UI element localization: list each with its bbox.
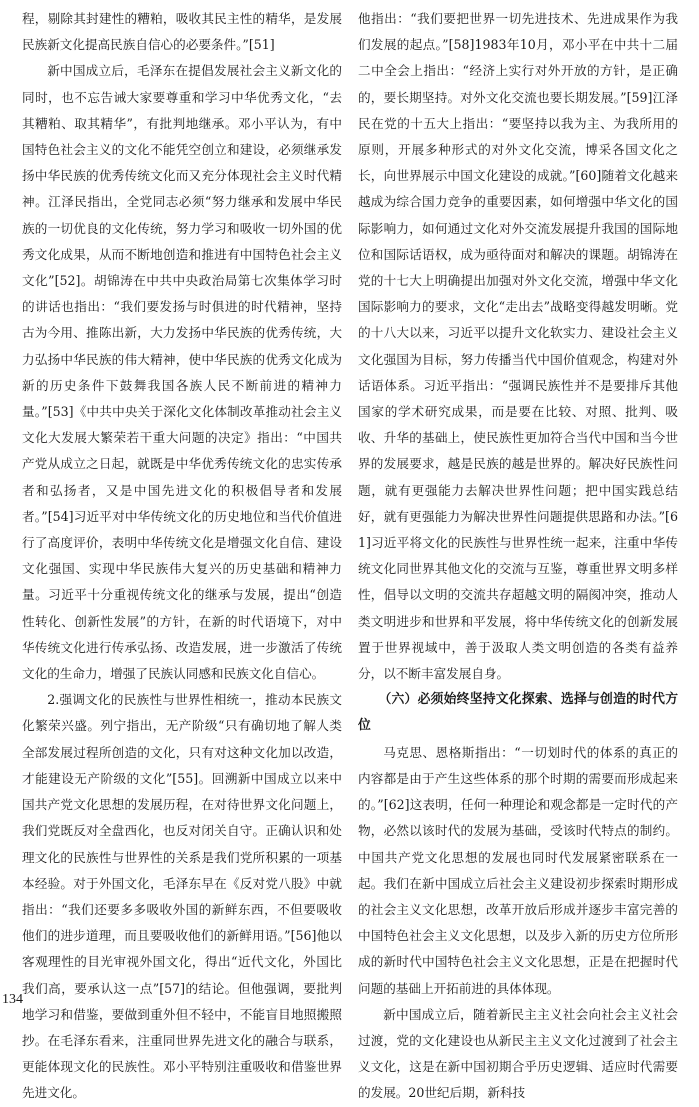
paragraph: 马克思、恩格斯指出：“一切划时代的体系的真正的内容都是由于产生这些体系的那个时期的需要而形成起来的。”[62]这表明，任何一种理论和观念都是一定时代的产物，必然以该时代的发展为基础，受该时代特点的制约。中国共产党文化思想的发展也同时代发展紧密联系在一起。我们在新中国成立后社会主义建设初步探索时期形成的社会主义文化思想，改革开放后形成并逐步丰富完善的中国特色社会主义文化思想，以及步入新的历史方位所形成的新时代中国特色社会主义文化思想，正是在把握时代问题的基础上开拓前进的具体体现。 [358,744,678,996]
paragraph: 程，剔除其封建性的糟粕，吸收其民主性的精华，是发展民族新文化提高民族自信心的必要条件。”[51] [22,11,342,53]
page-number: 134 [2,992,23,1007]
paragraph: 他指出：“我们要把世界一切先进技术、先进成果作为我们发展的起点。”[58]1983年10月，邓小平在中共十二届二中全会上指出：“经济上实行对外开放的方针，是正确的，要长期坚持。对外文化交流也要长期发展。”[59]江泽民在党的十五大上指出：“要坚持以我为主、为我所用的原则，开展多种形式的对外文化交流，博采各国文化之长，向世界展示中国文化建设的成就。”[60]随着文化越来越成为综合国力竞争的重要因素，如何增强中华文化的国际影响力，如何通过文化对外交流发展提升我国的国际地位和国际话语权，成为亟待面对和解决的课题。胡锦涛在党的十七大上明确提出加强对外文化交流，增强中华文化国际影响力的要求，文化“走出去”战略变得越发明晰。党的十八大以来，习近平以提升文化软实力、建设社会主义文化强国为目标，努力传播当代中国价值观念，构建对外话语体系。习近平指出：“强调民族性并不是要排斥其他国家的学术研究成果，而是要在比较、对照、批判、吸收、升华的基础上，使民族性更加符合当代中国和当今世界的发展要求，越是民族的越是世界的。解决好民族性问题，就有更强能力去解决世界性问题；把中国实践总结好，就有更强能力为解决世界性问题提供思路和办法。”[61]习近平将文化的民族性与世界性统一起来，注重中华传统文化同世界其他文化的交流与互鉴，尊重世界文明多样性，倡导以文明的交流共存超越文明的隔阂冲突，推动人类文明进步和世界和平发展，将中华传统文化的创新发展置于世界视域中，善于汲取人类文明创造的各类有益养分，以不断丰富发展自身。 [358,11,678,682]
paragraph: 新中国成立后，随着新民主主义社会向社会主义社会过渡，党的文化建设也从新民主主义文化过渡到了社会主义文化，这是在新中国初期合乎历史逻辑、适应时代需要的发展。20世纪后期，新科技 [358,1006,678,1101]
paragraph: 新中国成立后，毛泽东在提倡发展社会主义新文化的同时，也不忘告诫大家要尊重和学习中华优秀文化，“去其糟粕、取其精华”，有批判地继承。邓小平认为，有中国特色社会主义的文化不能凭空创立和建设，必须继承发扬中华民族的优秀传统文化而又充分体现社会主义时代精神。江泽民指出，全党同志必须“努力继承和发展中华民族的一切优良的文化传统，努力学习和吸收一切外国的优秀文化成果，从而不断地创造和推进有中国特色社会主义文化”[52]。胡锦涛在中共中央政治局第七次集体学习时的讲话也指出：“我们要发扬与时俱进的时代精神，坚持古为今用、推陈出新，大力发扬中华民族的优秀传统，大力弘扬中华民族的伟大精神，使中华民族的优秀文化成为新的历史条件下鼓舞我国各族人民不断前进的精神力量。”[53]《中共中央关于深化文化体制改革推动社会主义文化大发展大繁荣若干重大问题的决定》指出：“中国共产党从成立之日起，就既是中华优秀传统文化的忠实传承者和弘扬者，又是中国先进文化的积极倡导者和发展者。”[54]习近平对中华传统文化的历史地位和当代价值进行了高度评价，表明中华传统文化是增强文化自信、建设文化强国、实现中华民族伟大复兴的历史基础和精神力量。习近平十分重视传统文化的继承与发展，提出“创造性转化、创新性发展”的方针，在新的时代语境下，对中华传统文化进行传承弘扬、改造发展，进一步激活了传统文化的生命力，增强了民族认同感和民族文化自信心。 [22,63,342,682]
right-column [358,6,678,1107]
section-heading: （六）必须始终坚持文化探索、选择与创造的时代方位 [358,692,678,734]
paragraph: 2.强调文化的民族性与世界性相统一，推动本民族文化繁荣兴盛。列宁指出，无产阶级“只有确切地了解人类全部发展过程所创造的文化，只有对这种文化加以改造，才能建设无产阶级的文化”[55]。回溯新中国成立以来中国共产党文化思想的发展历程，在对待世界文化问题上，我们党既反对全盘西化，也反对闭关自守。正确认识和处理文化的民族性与世界性的关系是我们党所积累的一项基本经验。对于外国文化，毛泽东早在《反对党八股》中就指出：“我们还要多多吸收外国的新鲜东西，不但要吸收他们的进步道理，而且要吸收他们的新鲜用语。”[56]他以客观理性的目光审视外国文化，得出“近代文化，外国比我们高，要承认这一点”[57]的结论。但他强调，要批判地学习和借鉴，要做到重外但不轻中，不能盲目地照搬照抄。在毛泽东看来，注重同世界先进文化的融合与联系，更能体现文化的民族性。邓小平特别注重吸收和借鉴世界先进文化。 [22,692,342,1101]
left-column [22,6,342,1107]
